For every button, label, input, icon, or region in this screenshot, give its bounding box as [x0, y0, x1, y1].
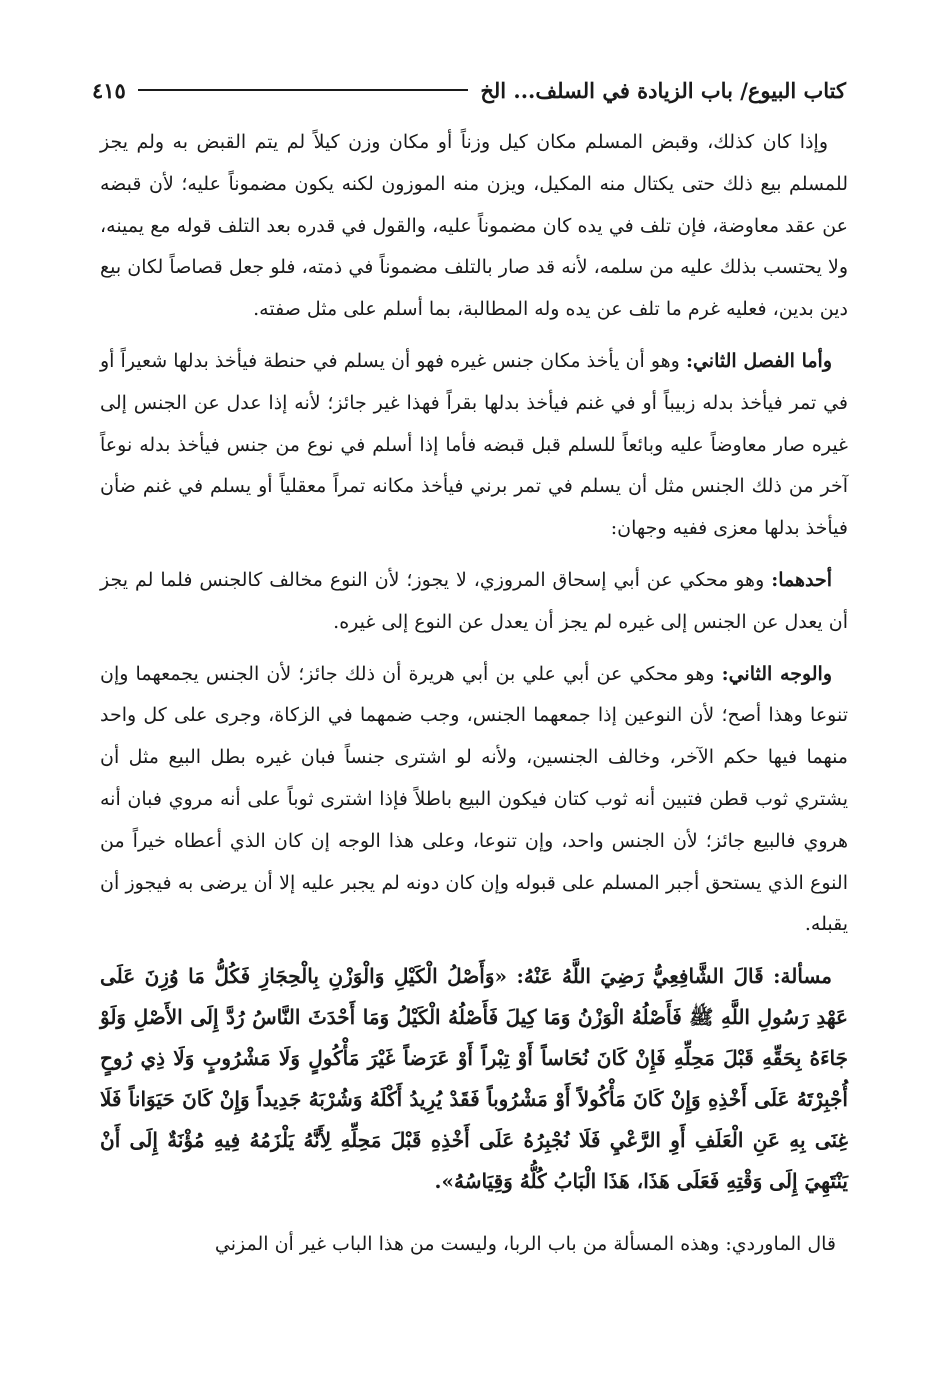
header-rule	[138, 89, 468, 91]
paragraph-lead: أحدهما:	[771, 568, 832, 591]
paragraph-text: وهو أن يأخذ مكان جنس غيره فهو أن يسلم في حنطة فيأخذ بدلها شعيراً أو في تمر فيأخذ بدله زبيباً أو في غنم فيأخذ بدلها بقراً فهذا غير جائز؛ لأنه إذا عدل عن الجنس إلى غيره صار معاوضاً عليه وبائعاً للسلم قبل قبضه فأما إذا أسلم في نوع من جنس فيأخذ بدله نوعاً آخر من ذلك الجنس مثل أن يسلم في تمر برني فيأخذ مكانه تمراً معقلياً أو يسلم في غنم ضأن فيأخذ بدلها معزى ففيه وجهان:	[100, 349, 848, 540]
page-number: ٤١٥	[92, 77, 126, 103]
paragraph-text: وهو محكي عن أبي إسحاق المروزي، لا يجوز؛ لأن النوع مخالف كالجنس فلما لم يجز أن يعدل عن الجنس إلى غيره لم يجز أن يعدل عن النوع إلى غيره.	[100, 568, 848, 633]
running-header	[92, 72, 846, 108]
paragraph	[100, 341, 848, 550]
paragraph-lead: والوجه الثاني:	[721, 662, 832, 685]
paragraph	[100, 122, 848, 331]
page-body	[100, 122, 848, 1265]
paragraph-text: وهو محكي عن أبي علي بن أبي هريرة أن ذلك جائز؛ لأن الجنس يجمعهما وإن تنوعا وهذا أصح؛ لأن النوعين إذا جمعهما الجنس، وجب ضمهما في الزكاة، وجرى على كل واحد منهما فيها حكم الآخر، وخالف الجنسين، ولأنه لو اشترى جنساً فبان غيره بطل البيع مثل أن يشتري ثوب قطن فتبين أنه ثوب كتان فيكون البيع باطلاً فإذا اشترى ثوباً على أنه مروي فبان أنه هروي فالبيع جائز؛ لأن الجنس واحد، وإن تنوعا، وعلى هذا الوجه إن كان الذي أعطاه خيراً من النوع الذي يستحق أجبر المسلم على قبوله وإن كان دونه لم يجبر عليه إلا أن يرضى به فيجوز أن يقبله.	[100, 662, 848, 936]
masala-lead: مسألة: قَالَ الشَّافِعِيُّ	[652, 964, 832, 989]
section-gap	[100, 1202, 848, 1224]
paragraph	[100, 560, 848, 644]
paragraph-text: وإذا كان كذلك، وقبض المسلم مكان كيل وزناً أو مكان وزن كيلاً لم يتم القبض به ولم يجز للمسلم بيع ذلك حتى يكتال منه المكيل، ويزن منه الموزون لكنه يكون مضموناً عليه؛ لأن قبضه عن عقد معاوضة، فإن تلف في يده كان مضموناً عليه، والقول في قدره بعد التلف قوله مع يمينه، ولا يحتسب بذلك عليه من سلمه، لأنه قد صار بالتلف مضموناً في ذمته، فلو جعل قصاصاً لكان بيع دين بدين، فعليه غرم ما تلف عن يده وله المطالبة، بما أسلم على مثل صفته.	[100, 131, 849, 321]
continuation-line: قال الماوردي: وهذه المسألة من باب الربا، وليست من هذا الباب غير أن المزني	[214, 1233, 836, 1256]
running-header-title: كتاب البيوع/ باب الزيادة في السلف... الخ	[480, 77, 846, 103]
masala-text: رَضِيَ اللَّهُ عَنْهُ: «وَأَصْلُ الْكَيْلِ وَالْوَزْنِ بِالْحِجَازِ فَكُلُّ مَا وُزِنَ عَلَى عَهْدِ رَسُولِ اللَّهِ ﷺ فَأَصْلُهُ الْوَزْنُ وَمَا كِيلَ فَأَصْلُهُ الْكَيْلُ وَمَا أَحْدَثَ النَّاسُ رُدَّ إِلَى الأَصْلِ وَلَوْ جَاءَهُ بِحَقِّهِ قَبْلَ مَحِلِّهِ فَإِنْ كَانَ نُحَاساً أَوْ تِبْراً أَوْ عَرَضاً غَيْرَ مَأْكُولٍ وَلَا مَشْرُوبٍ وَلَا ذِي رُوحٍ أُجْبِرْتَهُ عَلَى أَخْذِهِ وَإِنْ كَانَ مَأْكُولاً أَوْ مَشْرُوباً فَقَدْ يُرِيدُ أَكْلَهُ وَشُرْبَهُ جَدِيداً وَإِنْ كَانَ حَيَوَاناً فَلَا غِنَى بِهِ عَنِ الْعَلَفِ أَوِ الرَّعْيِ فَلَا نُجْبِرُهُ عَلَى أَخْذِهِ قَبْلَ مَحِلِّهِ لِأَنَّهُ يَلْزَمُهُ فِيهِ مُؤْنَةٌ إِلَى أَنْ يَنْتَهِيَ إِلَى وَقْتِهِ فَعَلَى هَذَا، هَذَا الْبَابُ كُلُّهُ وَقِيَاسُهُ».	[100, 964, 848, 1194]
masala-quote	[100, 956, 848, 1202]
paragraph	[100, 654, 848, 947]
paragraph-lead: وأما الفصل الثاني:	[685, 349, 832, 372]
